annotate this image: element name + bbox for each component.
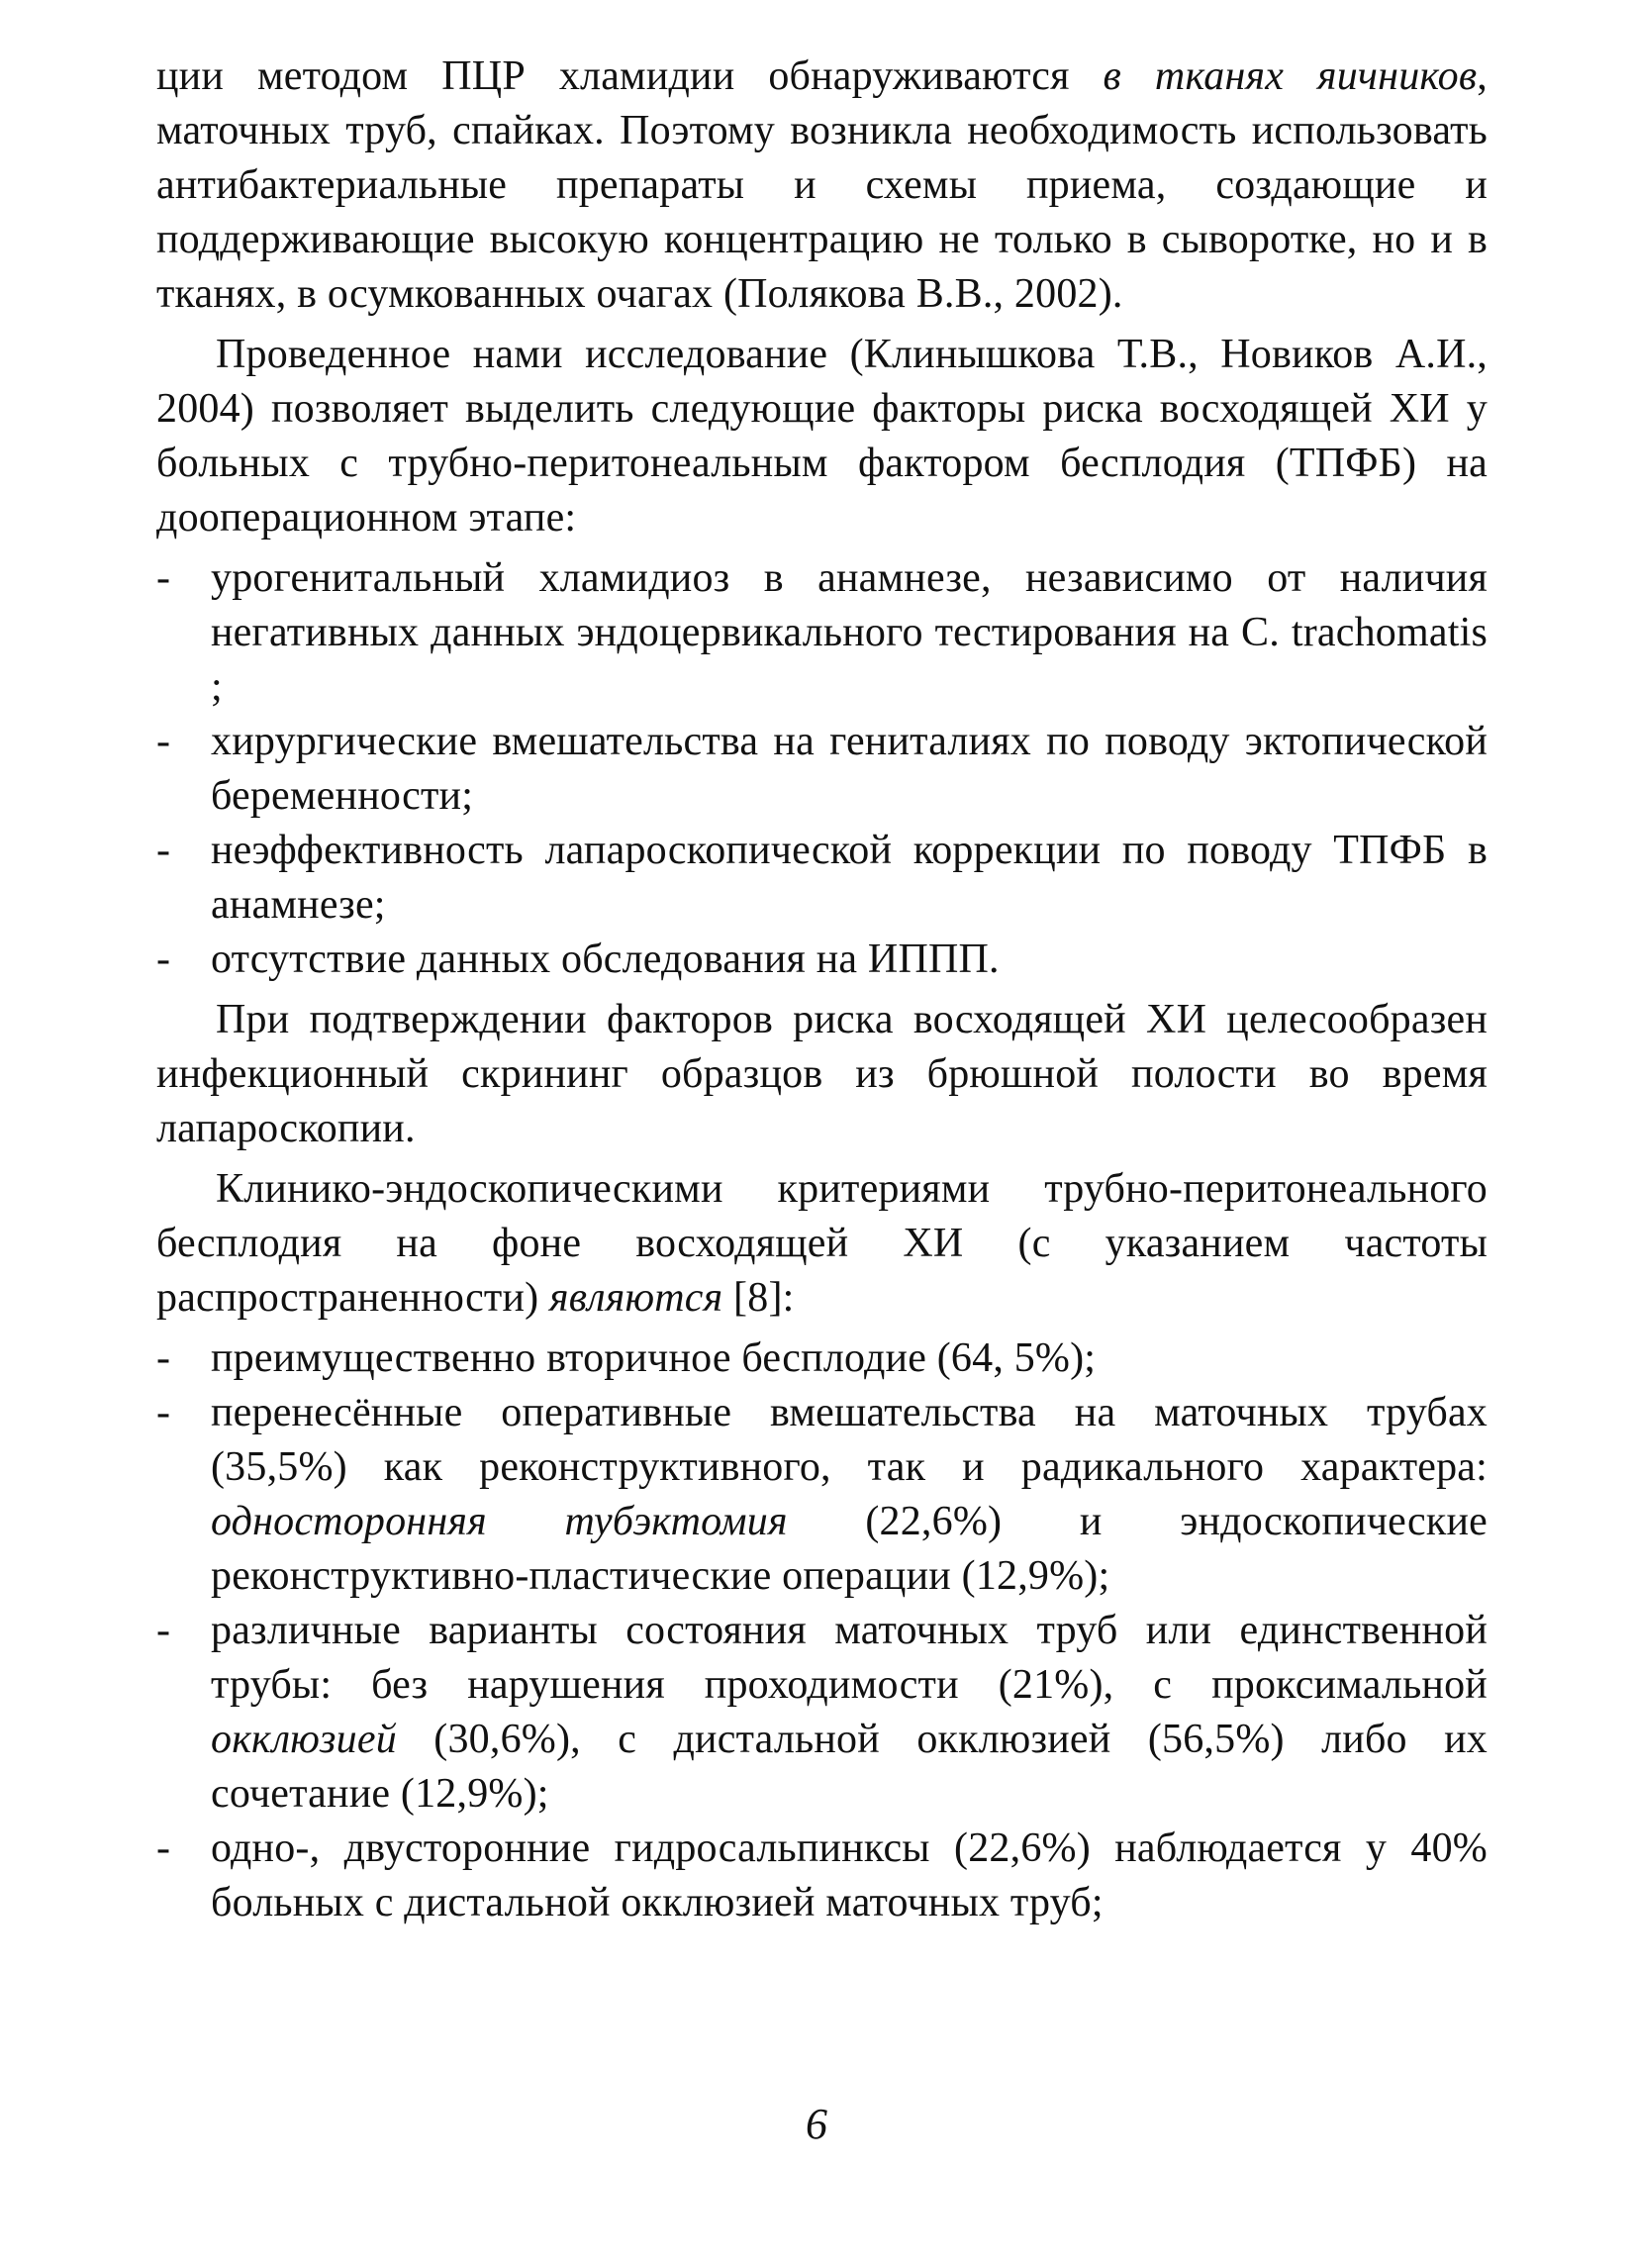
paragraph-study: Проведенное нами исследование (Клинышкова Т.В., Новиков А.И., 2004) позволяет выделить следующие факторы риска восходящей ХИ у больных с трубно-перитонеальным фактором бесплодия (ТПФБ) на дооперационном этапе:: [156, 332, 1488, 541]
italic-phrase: являются: [549, 1275, 723, 1321]
paragraph-screening: При подтверждении факторов риска восходящей ХИ целесообразен инфекционный скрининг образцов из брюшной полости во время лапароскопии.: [156, 997, 1488, 1151]
italic-phrase: односторонняя тубэктомия: [211, 1499, 788, 1544]
list-item-text: преимущественно вторичное бесплодие (64, 5%);: [211, 1335, 1097, 1381]
list-item: [156, 933, 1488, 987]
list-item-text: урогенитальный хламидиоз в анамнезе, независимо от наличия негативных данных эндоцервикального тестирования на C. trachomatis ;: [211, 555, 1488, 710]
list-item: [156, 1386, 1488, 1604]
italic-phrase: окклюзией: [211, 1717, 397, 1762]
list-dash: -: [156, 828, 171, 873]
list-item: [156, 1822, 1488, 1930]
page-number: 6: [806, 2100, 827, 2148]
list-item: [156, 551, 1488, 715]
list-item: [156, 824, 1488, 933]
list-item-text: неэффективность лапароскопической коррекции по поводу ТПФБ в анамнезе;: [211, 828, 1488, 928]
list-dash: -: [156, 1335, 171, 1381]
list-item-text: хирургические вмешательства на гениталиях по поводу эктопической беременности;: [211, 719, 1488, 819]
list-dash: -: [156, 937, 171, 982]
list-dash: -: [156, 1825, 171, 1871]
list-dash: -: [156, 1608, 171, 1653]
list-item-text: (30,6%), с дистальной окклюзией (56,5%) либо их сочетание (12,9%);: [211, 1717, 1488, 1817]
list-item: [156, 1331, 1488, 1386]
criteria-list: [156, 1331, 1488, 1930]
list-dash: -: [156, 719, 171, 764]
list-item-text: перенесённые оперативные вмешательства на маточных трубах (35,5%) как реконструктивного, так и радикального характера:: [211, 1390, 1488, 1490]
list-item-text: (22,6%) и эндоскопические реконструктивно-пластические операции (12,9%);: [211, 1499, 1488, 1599]
paragraph-criteria: [156, 1162, 1488, 1326]
paragraph-text: , маточных труб, спайках. Поэтому возникла необходимость использовать антибактериальные препараты и схемы приема, создающие и поддерживающие высокую концентрацию не только в сыворотке, но и в тканях, в осумкованных очагах (Полякова В.В., 2002).: [156, 53, 1488, 317]
list-item-text: отсутствие данных обследования на ИППП.: [211, 937, 1000, 982]
list-dash: -: [156, 1390, 171, 1435]
list-item: [156, 715, 1488, 824]
list-dash: -: [156, 555, 171, 601]
paragraph-continuation: [156, 49, 1488, 322]
risk-factor-list: [156, 551, 1488, 987]
list-item-text: одно-, двусторонние гидросальпинксы (22,6%) наблюдается у 40% больных с дистальной окклюзией маточных труб;: [211, 1825, 1488, 1925]
paragraph-text: Клинико-эндоскопическими критериями трубно-перитонеального бесплодия на фоне восходящей ХИ (с указанием частоты распространенности): [156, 1166, 1488, 1321]
italic-phrase: в тканях яичников: [1103, 53, 1478, 99]
paragraph-text: [8]:: [722, 1275, 795, 1321]
list-item-text: различные варианты состояния маточных труб или единственной трубы: без нарушения проходимости (21%), с проксимальной: [211, 1608, 1488, 1708]
list-item: [156, 1604, 1488, 1822]
paragraph-text: ции методом ПЦР хламидии обнаруживаются: [156, 53, 1104, 99]
document-page: [156, 49, 1488, 1936]
